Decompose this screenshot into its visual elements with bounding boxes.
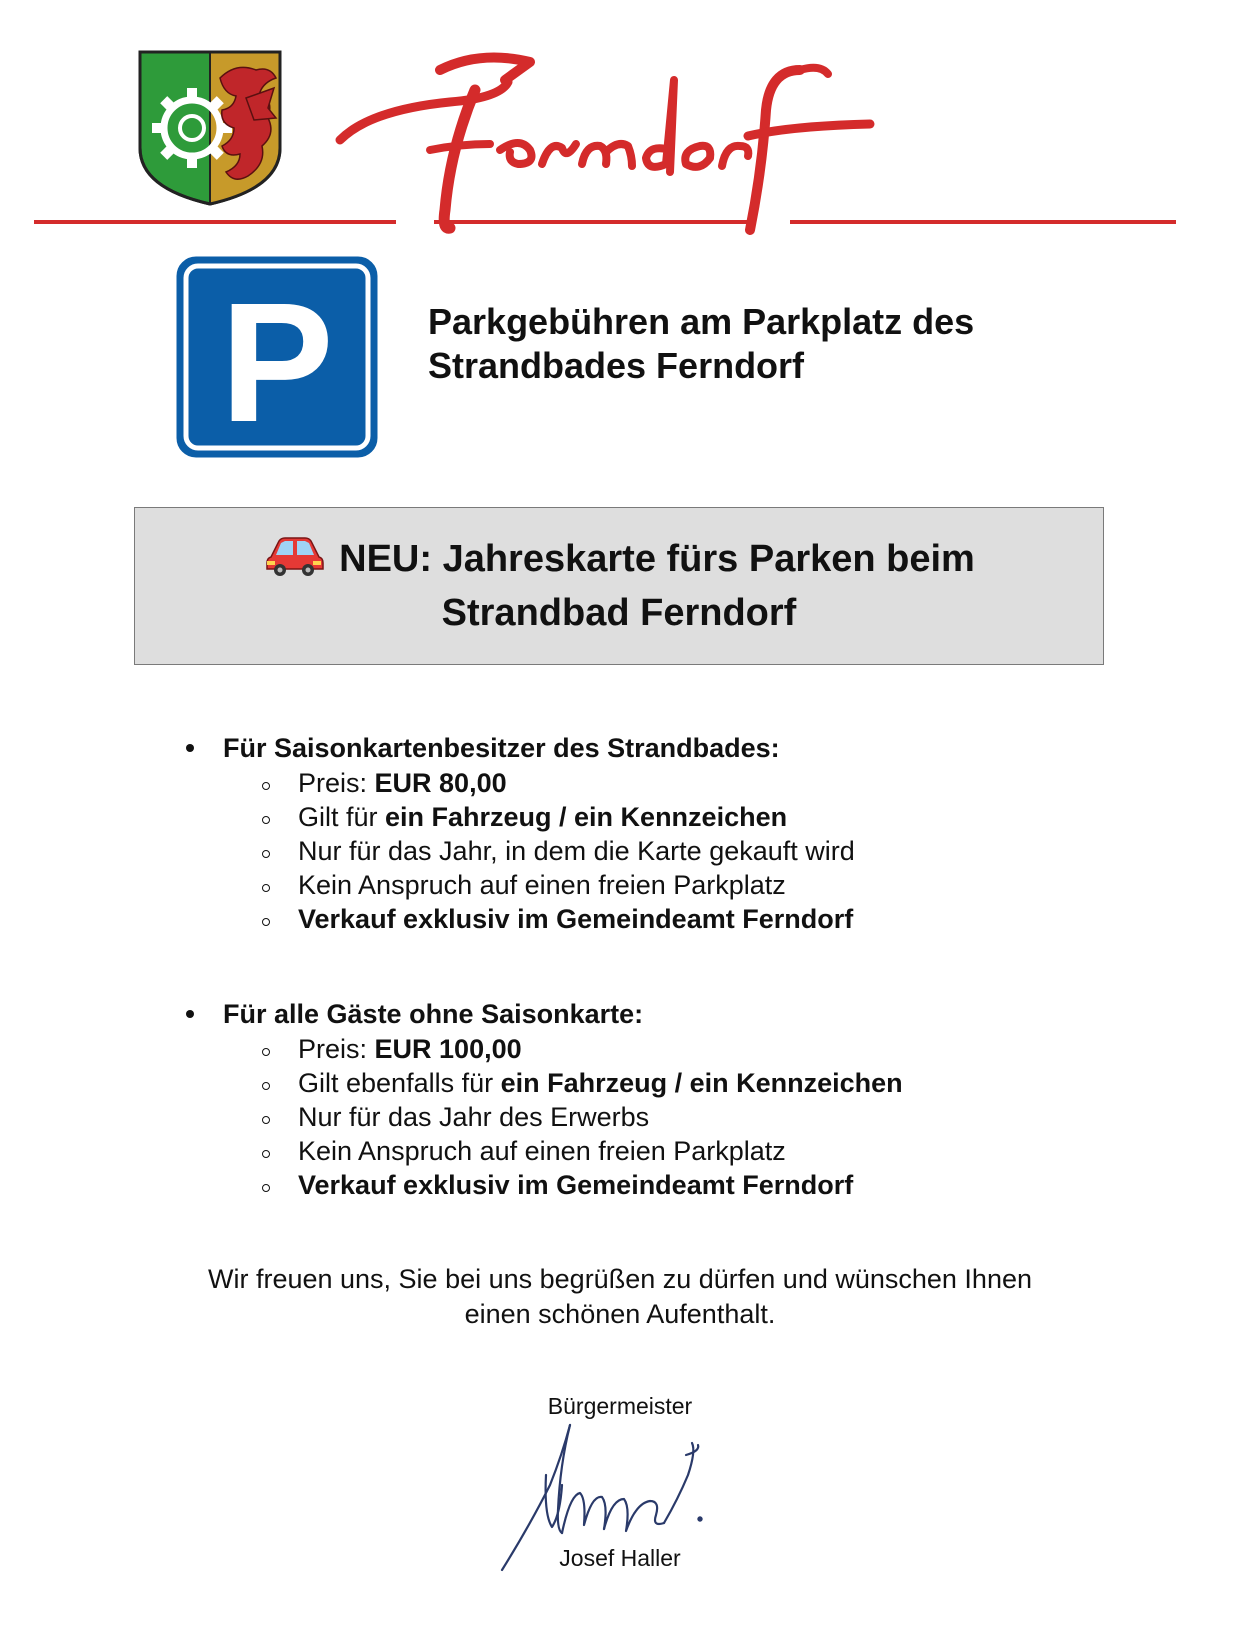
item-text: Kein Anspruch auf einen freien Parkplatz [298, 1136, 786, 1166]
banner-line1-text: NEU: Jahreskarte fürs Parken beim [339, 538, 975, 580]
sub-list-item [180, 1066, 1160, 1100]
circle-bullet-icon [262, 1048, 270, 1056]
sub-list-item [180, 800, 1160, 834]
circle-bullet-icon [262, 816, 270, 824]
item-text: Gilt für [298, 802, 386, 832]
parking-sign-icon [176, 256, 378, 458]
ferndorf-wordmark-logo [330, 40, 890, 240]
banner-line2: Strandbad Ferndorf [441, 592, 797, 634]
signatory-name: Josef Haller [559, 1545, 681, 1571]
closing-text [120, 1262, 1120, 1332]
list-item [180, 996, 1160, 1032]
parking-sign-letter: P [220, 268, 334, 458]
list-item [180, 730, 1160, 766]
item-text: Nur für das Jahr des Erwerbs [298, 1102, 650, 1132]
header-rule-right [790, 220, 1176, 224]
section-title: Für alle Gäste ohne Saisonkarte: [223, 999, 644, 1029]
sub-list-item [180, 834, 1160, 868]
signatory-title: Bürgermeister [547, 1393, 693, 1419]
circle-bullet-icon [262, 850, 270, 858]
list-section-guests [180, 996, 1160, 1202]
bullet-icon [186, 744, 194, 752]
announcement-banner [134, 507, 1104, 665]
page-title-line1: Parkgebühren am Parkplatz des [428, 301, 975, 342]
item-text: Kein Anspruch auf einen freien Parkplatz [298, 870, 786, 900]
car-icon [263, 535, 325, 577]
header-rule-middle [434, 220, 754, 224]
coat-of-arms-logo [136, 48, 284, 208]
list-section-season-card [180, 730, 1160, 936]
closing-line2: einen schönen Aufenthalt. [464, 1299, 776, 1329]
sub-list-item [180, 1032, 1160, 1066]
item-bold-text: EUR 100,00 [374, 1034, 522, 1064]
page-title-line2: Strandbades Ferndorf [428, 345, 805, 386]
sub-list-item [180, 868, 1160, 902]
sub-list-item [180, 766, 1160, 800]
item-text: Nur für das Jahr, in dem die Karte gekauft wird [298, 836, 855, 866]
sub-list-item [180, 902, 1160, 936]
circle-bullet-icon [262, 1116, 270, 1124]
header-rule-left [34, 220, 396, 224]
circle-bullet-icon [262, 1150, 270, 1158]
item-text: Preis: [298, 1034, 375, 1064]
closing-line1: Wir freuen uns, Sie bei uns begrüßen zu dürfen und wünschen Ihnen [207, 1264, 1032, 1294]
circle-bullet-icon [262, 1184, 270, 1192]
sub-list-item [180, 1168, 1160, 1202]
item-bold-text: ein Fahrzeug / ein Kennzeichen [385, 802, 788, 832]
circle-bullet-icon [262, 918, 270, 926]
bullet-icon [186, 1010, 194, 1018]
banner-line1 [263, 532, 975, 586]
circle-bullet-icon [262, 1082, 270, 1090]
circle-bullet-icon [262, 782, 270, 790]
sub-list-item [180, 1100, 1160, 1134]
page-title [428, 300, 1148, 388]
section-title: Für Saisonkartenbesitzer des Strandbades: [223, 733, 780, 763]
item-bold-text: Verkauf exklusiv im Gemeindeamt Ferndorf [298, 1170, 854, 1200]
sub-list-item [180, 1134, 1160, 1168]
circle-bullet-icon [262, 884, 270, 892]
item-bold-text: ein Fahrzeug / ein Kennzeichen [500, 1068, 903, 1098]
item-bold-text: EUR 80,00 [374, 768, 507, 798]
item-bold-text: Verkauf exklusiv im Gemeindeamt Ferndorf [298, 904, 854, 934]
item-text: Gilt ebenfalls für [298, 1068, 501, 1098]
item-text: Preis: [298, 768, 375, 798]
